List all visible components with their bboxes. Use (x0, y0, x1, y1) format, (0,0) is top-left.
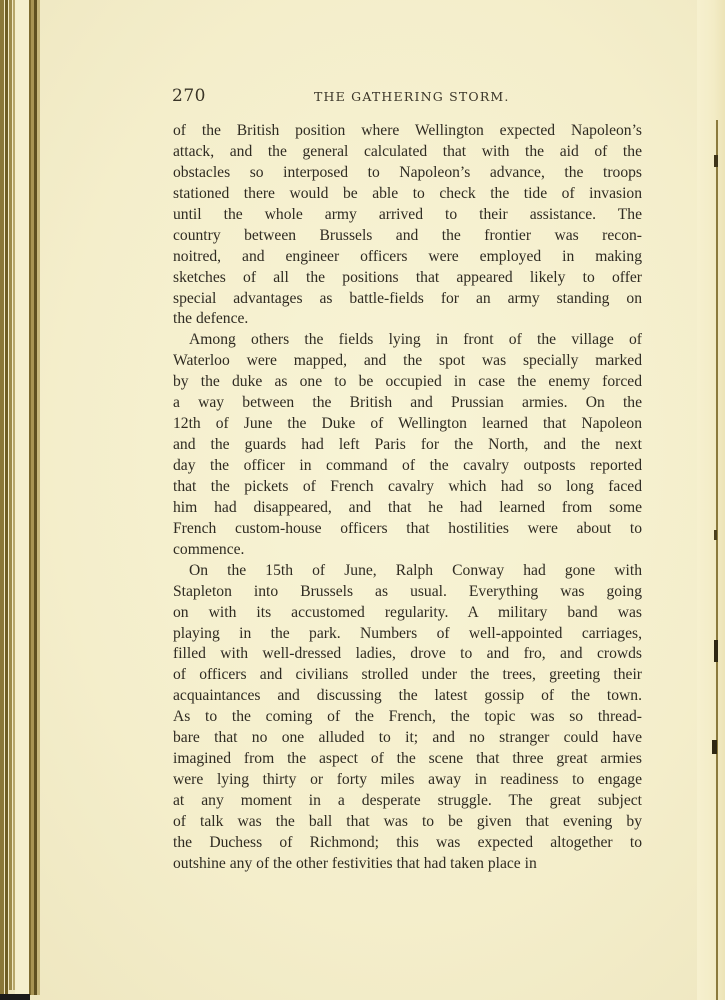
text-line: by the duke as one to be occupied in case the enemy forced (173, 373, 642, 391)
text-line: a way between the British and Prussian armies. On the (173, 394, 642, 412)
page-edge-mark (714, 155, 718, 167)
text-line: him had disappeared, and that he had learned from some (173, 498, 642, 516)
page-number: 270 (172, 86, 206, 106)
paragraph (173, 330, 642, 560)
text-line: stationed there would be able to check the tide of invasion (173, 184, 642, 202)
text-line: attack, and the general calculated that with the aid of the (173, 142, 642, 160)
page-edge-mark (714, 530, 717, 540)
text-line: noitred, and engineer officers were employed in making (173, 247, 642, 265)
text-line: country between Brussels and the frontier was recon- (173, 226, 642, 244)
text-line: acquaintances and discussing the latest gossip of the town. (173, 687, 642, 705)
text-line: 12th of June the Duke of Wellington learned that Napoleon (173, 415, 642, 433)
text-line: that the pickets of French cavalry which had so long faced (173, 477, 642, 495)
text-line: at any moment in a desperate struggle. The great subject (173, 792, 642, 809)
running-title: THE GATHERING STORM. (314, 89, 510, 104)
binding-edge (37, 0, 40, 995)
text-line: On the 15th of June, Ralph Conway had gone with (189, 561, 642, 579)
text-line: of talk was the ball that was to be given that evening by (173, 812, 642, 830)
text-line: bare that no one alluded to it; and no stranger could have (173, 729, 642, 747)
text-line: of the British position where Wellington expected Napoleon’s (173, 122, 642, 139)
text-line: special advantages as battle-fields for an army standing on (173, 289, 642, 307)
text-line: Waterloo were mapped, and the spot was specially marked (173, 352, 642, 370)
body-text (173, 121, 642, 875)
binding-edge (0, 0, 4, 1000)
text-line: day the officer in command of the cavalry outposts reported (173, 457, 642, 474)
page-edge-line (716, 120, 718, 1000)
text-line: commence. (173, 540, 245, 558)
running-head (172, 86, 642, 108)
page-edge-mark (712, 740, 717, 754)
text-line: playing in the park. Numbers of well-appointed carriages, (173, 624, 642, 642)
paragraph (173, 121, 642, 330)
page-right-edge (697, 0, 725, 1000)
binding-edge (9, 0, 12, 990)
text-line: of officers and civilians strolled under the trees, greeting their (173, 666, 642, 684)
binding-gap (15, 0, 29, 995)
text-line: obstacles so interposed to Napoleon’s advance, the troops (173, 163, 642, 181)
text-line: until the whole army arrived to their assistance. The (173, 205, 642, 223)
text-line: sketches of all the positions that appeared likely to offer (173, 268, 642, 286)
text-line: imagined from the aspect of the scene that three great armies (173, 750, 642, 768)
paragraph (173, 561, 642, 875)
text-line: the Duchess of Richmond; this was expected altogether to (173, 833, 642, 851)
page-edge-mark (714, 640, 718, 662)
book-binding (0, 0, 44, 1000)
text-line: on with its accustomed regularity. A military band was (173, 603, 642, 621)
binding-edge (5, 0, 8, 1000)
text-line: As to the coming of the French, the topic was so thread- (173, 708, 642, 726)
text-line: were lying thirty or forty miles away in readiness to engage (173, 771, 642, 789)
text-line: outshine any of the other festivities that had taken place in (173, 854, 537, 872)
text-line: filled with well-dressed ladies, drove to and fro, and crowds (173, 645, 642, 663)
text-line: French custom-house officers that hostilities were about to (173, 519, 642, 537)
text-line: the defence. (173, 310, 249, 328)
text-line: and the guards had left Paris for the North, and the next (173, 436, 642, 454)
text-line: Stapleton into Brussels as usual. Everything was going (173, 582, 642, 600)
scan-shadow (0, 994, 30, 1000)
text-line: Among others the fields lying in front of the village of (189, 331, 642, 349)
